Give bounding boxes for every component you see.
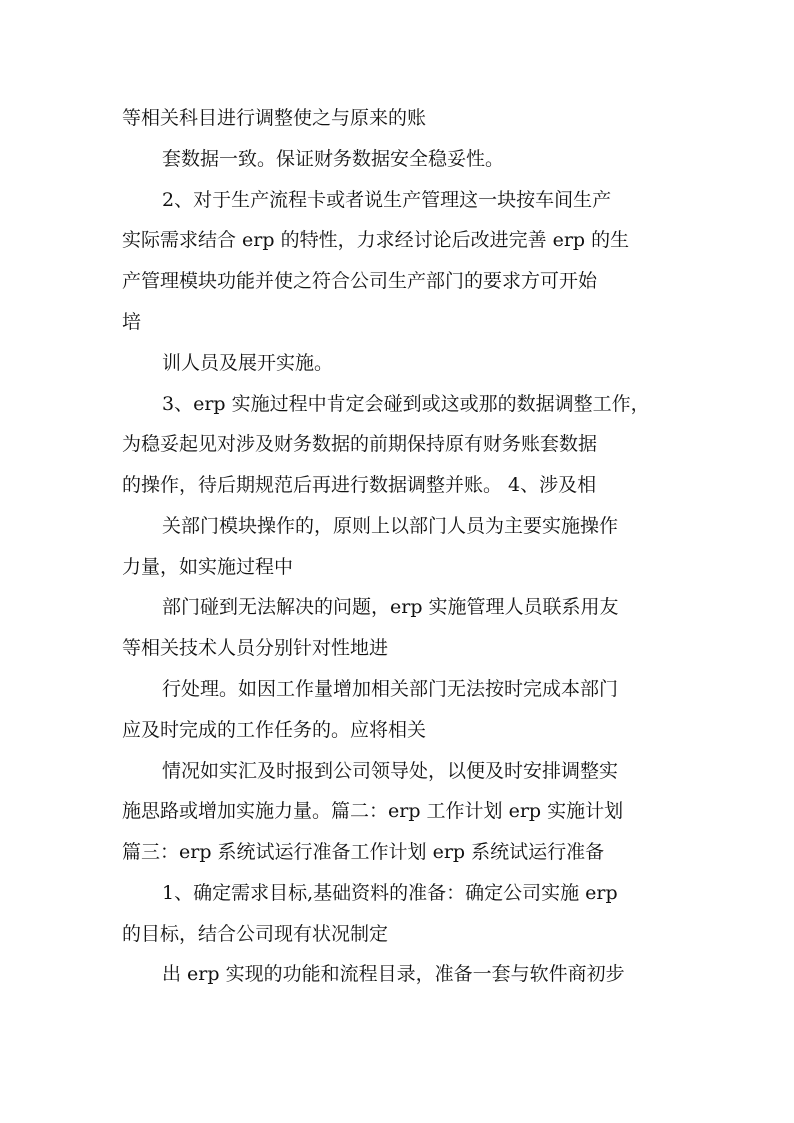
- text-line: 产管理模块功能并使之符合公司生产部门的要求方可开始: [122, 270, 598, 292]
- text-line: 力量，如实施过程中: [122, 556, 294, 578]
- text-line: 应及时完成的工作任务的。应将相关: [122, 719, 427, 741]
- text-line: 的目标，结合公司现有状况制定: [122, 923, 389, 945]
- text-line: 情况如实汇及时报到公司领导处，以便及时安排调整实: [162, 760, 619, 782]
- text-line: 等相关科目进行调整使之与原来的账: [122, 107, 427, 129]
- text-line: 行处理。如因工作量增加相关部门无法按时完成本部门: [162, 678, 619, 700]
- text-line: 部门碰到无法解决的问题，erp 实施管理人员联系用友: [162, 596, 619, 618]
- text-line: 2、对于生产流程卡或者说生产管理这一块按车间生产: [162, 189, 612, 211]
- text-line: 3、erp 实施过程中肯定会碰到或这或那的数据调整工作，: [162, 393, 650, 415]
- text-line: 出 erp 实现的功能和流程目录，准备一套与软件商初步: [162, 963, 625, 985]
- text-line: 训人员及展开实施。: [162, 352, 334, 374]
- text-line: 实际需求结合 erp 的特性，力求经讨论后改进完善 erp 的生: [122, 229, 630, 251]
- text-line: 施思路或增加实施力量。篇二：erp 工作计划 erp 实施计划: [122, 800, 624, 822]
- text-line: 培: [122, 311, 142, 333]
- text-line: 等相关技术人员分别针对性地进: [122, 637, 389, 659]
- text-line: 套数据一致。保证财务数据安全稳妥性。: [162, 148, 505, 170]
- text-line: 为稳妥起见对涉及财务数据的前期保持原有财务账套数据: [122, 433, 598, 455]
- text-line: 关部门模块操作的，原则上以部门人员为主要实施操作: [162, 515, 619, 537]
- text-line: 1、确定需求目标,基础资料的准备：确定公司实施 erp: [162, 882, 618, 904]
- text-line: 的操作，待后期规范后再进行数据调整并账。 4、涉及相: [122, 474, 597, 496]
- text-line: 篇三：erp 系统试运行准备工作计划 erp 系统试运行准备: [122, 841, 605, 863]
